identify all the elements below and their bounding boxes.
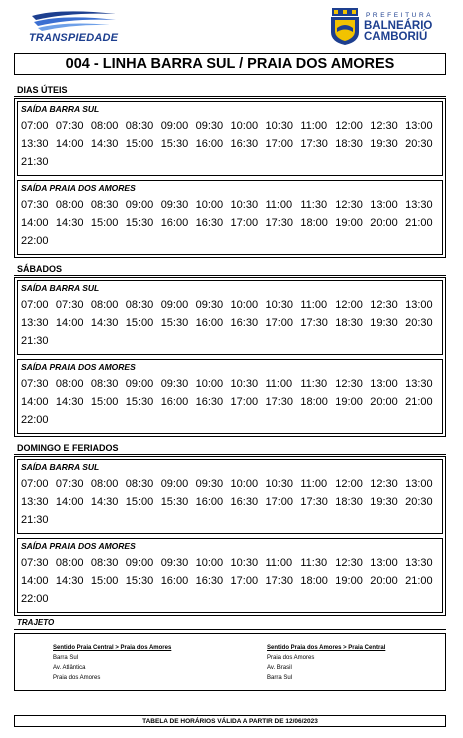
departure-time: 22:00	[21, 414, 49, 426]
departure-time: 16:30	[195, 396, 224, 408]
departure-time: 14:00	[21, 217, 49, 229]
departure-time: 13:30	[21, 138, 49, 150]
departure-time: 12:30	[335, 378, 363, 390]
departure-time: 21:30	[21, 335, 49, 347]
validity-footer: TABELA DE HORÁRIOS VÁLIDA A PARTIR DE 12/06/2023	[14, 715, 446, 727]
departure-time: 17:00	[230, 396, 259, 408]
departure-time: 08:00	[55, 557, 84, 569]
schedule-block-barra-sul	[17, 459, 443, 534]
times-grid	[21, 196, 440, 250]
departure-time: 19:00	[335, 396, 363, 408]
departure-time: 22:00	[21, 593, 49, 605]
departure-time: 21:30	[21, 156, 49, 168]
departure-time: 10:30	[265, 120, 293, 132]
departure-time: 10:00	[195, 557, 224, 569]
departure-time: 11:00	[265, 199, 293, 211]
prefeitura-logo	[328, 8, 448, 48]
departure-time: 20:00	[370, 217, 398, 229]
departure-time: 11:00	[265, 557, 293, 569]
route-heading: Sentido Praia dos Amores > Praia Central	[267, 645, 386, 651]
departure-time: 09:00	[160, 299, 189, 311]
departure-time: 15:00	[125, 317, 154, 329]
block-title: SAÍDA PRAIA DOS AMORES	[21, 183, 136, 193]
departure-time: 17:00	[265, 496, 293, 508]
departure-time: 07:00	[21, 120, 49, 132]
departure-time: 07:30	[55, 299, 84, 311]
departure-time: 17:30	[300, 496, 328, 508]
times-row	[21, 493, 440, 511]
departure-time: 15:00	[125, 496, 154, 508]
route-heading: Sentido Praia Central > Praia dos Amores	[53, 645, 172, 651]
departure-time: 16:30	[230, 138, 259, 150]
brand-left-text: TRANSPIEDADE	[29, 32, 119, 44]
section-label-dias-uteis: DIAS ÚTEIS	[17, 85, 68, 95]
departure-time: 12:00	[335, 120, 363, 132]
departure-time: 21:00	[405, 396, 433, 408]
departure-time: 21:30	[21, 514, 49, 526]
prefeitura-label: PREFEITURA	[366, 12, 434, 19]
departure-time: 18:00	[300, 396, 328, 408]
section-divider	[14, 629, 446, 630]
departure-time: 17:30	[265, 575, 293, 587]
city-name-line1: BALNEÁRIO	[364, 20, 433, 32]
departure-time: 16:00	[160, 575, 189, 587]
departure-time: 16:30	[230, 317, 259, 329]
departure-time: 11:00	[265, 378, 293, 390]
departure-time: 11:00	[300, 478, 328, 490]
departure-time: 16:00	[195, 317, 224, 329]
departure-time: 16:00	[195, 496, 224, 508]
departure-time: 17:30	[265, 396, 293, 408]
departure-time: 13:00	[405, 299, 433, 311]
departure-time: 12:00	[335, 299, 363, 311]
departure-time: 07:30	[21, 378, 49, 390]
departure-time: 12:30	[370, 299, 398, 311]
departure-time: 19:00	[335, 575, 363, 587]
times-grid	[21, 375, 440, 429]
departure-time: 07:30	[21, 199, 49, 211]
departure-time: 17:00	[230, 575, 259, 587]
departure-time: 20:30	[405, 138, 433, 150]
departure-time: 08:30	[125, 120, 154, 132]
crest-icon	[328, 8, 362, 46]
section-label-domingo-feriados: DOMINGO E FERIADOS	[17, 443, 119, 453]
trajeto-label: TRAJETO	[17, 618, 55, 627]
departure-time: 16:30	[195, 217, 224, 229]
route-stop: Barra Sul	[267, 675, 293, 681]
departure-time: 20:00	[370, 396, 398, 408]
departure-time: 14:00	[55, 138, 84, 150]
departure-time: 16:00	[160, 217, 189, 229]
times-row	[21, 214, 440, 232]
block-title: SAÍDA BARRA SUL	[21, 462, 100, 472]
route-stop: Praia dos Amores	[267, 655, 315, 661]
departure-time: 16:30	[230, 496, 259, 508]
departure-time: 13:00	[370, 378, 398, 390]
departure-time: 20:30	[405, 317, 433, 329]
departure-time: 07:30	[55, 478, 84, 490]
departure-time: 17:30	[300, 138, 328, 150]
departure-time: 15:30	[125, 396, 154, 408]
departure-time: 08:00	[55, 199, 84, 211]
departure-time: 12:30	[370, 478, 398, 490]
trajeto-box	[14, 633, 446, 691]
route-stop: Av. Brasil	[267, 665, 292, 671]
departure-time: 13:30	[405, 378, 433, 390]
departure-time: 14:30	[90, 317, 119, 329]
departure-time: 11:00	[300, 299, 328, 311]
departure-time: 13:30	[405, 557, 433, 569]
route-return	[267, 643, 385, 683]
departure-time: 15:30	[160, 138, 189, 150]
times-row	[21, 572, 440, 590]
departure-time: 08:00	[90, 299, 119, 311]
departure-time: 10:00	[195, 378, 224, 390]
block-title: SAÍDA BARRA SUL	[21, 283, 100, 293]
times-row	[21, 393, 440, 411]
departure-time: 14:00	[55, 317, 84, 329]
departure-time: 09:30	[195, 120, 224, 132]
departure-time: 13:30	[21, 496, 49, 508]
departure-time: 19:30	[370, 138, 398, 150]
departure-time: 11:00	[300, 120, 328, 132]
departure-time: 07:00	[21, 478, 49, 490]
times-row	[21, 196, 440, 214]
departure-time: 14:30	[55, 396, 84, 408]
departure-time: 10:00	[230, 299, 259, 311]
times-row	[21, 375, 440, 393]
schedule-block-praia-dos-amores	[17, 180, 443, 255]
departure-time: 09:30	[160, 199, 189, 211]
block-title: SAÍDA BARRA SUL	[21, 104, 100, 114]
departure-time: 14:30	[55, 575, 84, 587]
departure-time: 22:00	[21, 235, 49, 247]
departure-time: 13:30	[21, 317, 49, 329]
departure-time: 15:00	[90, 217, 119, 229]
departure-time: 11:30	[300, 557, 328, 569]
departure-time: 14:00	[21, 396, 49, 408]
departure-time: 09:00	[125, 557, 154, 569]
departure-time: 19:30	[370, 317, 398, 329]
times-grid	[21, 117, 440, 171]
departure-time: 14:30	[90, 138, 119, 150]
departure-time: 17:00	[230, 217, 259, 229]
departure-time: 15:00	[90, 575, 119, 587]
departure-time: 17:00	[265, 138, 293, 150]
times-row	[21, 554, 440, 572]
departure-time: 20:00	[370, 575, 398, 587]
times-grid	[21, 296, 440, 350]
times-row	[21, 232, 440, 250]
departure-time: 09:30	[160, 557, 189, 569]
departure-time: 17:30	[300, 317, 328, 329]
times-row	[21, 153, 440, 171]
departure-time: 15:30	[160, 317, 189, 329]
times-row	[21, 296, 440, 314]
departure-time: 10:30	[230, 557, 259, 569]
departure-time: 10:30	[230, 378, 259, 390]
schedule-block-praia-dos-amores	[17, 359, 443, 434]
times-grid	[21, 554, 440, 608]
departure-time: 08:30	[125, 478, 154, 490]
departure-time: 19:30	[370, 496, 398, 508]
departure-time: 15:30	[125, 575, 154, 587]
departure-time: 16:00	[195, 138, 224, 150]
times-grid	[21, 475, 440, 529]
departure-time: 08:00	[90, 478, 119, 490]
departure-time: 08:30	[90, 378, 119, 390]
block-title: SAÍDA PRAIA DOS AMORES	[21, 362, 136, 372]
departure-time: 19:00	[335, 217, 363, 229]
departure-time: 09:30	[195, 299, 224, 311]
departure-time: 16:00	[160, 396, 189, 408]
departure-time: 09:30	[195, 478, 224, 490]
route-stop: Praia dos Amores	[53, 675, 101, 681]
times-row	[21, 332, 440, 350]
times-row	[21, 590, 440, 608]
departure-time: 08:30	[90, 199, 119, 211]
departure-time: 09:30	[160, 378, 189, 390]
departure-time: 17:30	[265, 217, 293, 229]
departure-time: 18:30	[335, 496, 363, 508]
times-row	[21, 135, 440, 153]
schedule-group-dias-uteis	[14, 98, 446, 258]
route-outbound	[53, 643, 171, 683]
departure-time: 18:30	[335, 317, 363, 329]
route-stop: Av. Atlântica	[53, 665, 86, 671]
departure-time: 20:30	[405, 496, 433, 508]
times-row	[21, 475, 440, 493]
departure-time: 09:00	[125, 378, 154, 390]
page-title: 004 - LINHA BARRA SUL / PRAIA DOS AMORES	[14, 53, 446, 75]
route-stop: Barra Sul	[53, 655, 79, 661]
departure-time: 15:30	[125, 217, 154, 229]
departure-time: 10:00	[195, 199, 224, 211]
departure-time: 18:30	[335, 138, 363, 150]
departure-time: 08:00	[90, 120, 119, 132]
departure-time: 08:00	[55, 378, 84, 390]
departure-time: 14:30	[90, 496, 119, 508]
section-divider	[14, 454, 446, 455]
departure-time: 09:00	[125, 199, 154, 211]
departure-time: 12:30	[370, 120, 398, 132]
departure-time: 08:30	[90, 557, 119, 569]
departure-time: 10:30	[230, 199, 259, 211]
departure-time: 13:00	[405, 120, 433, 132]
departure-time: 14:00	[55, 496, 84, 508]
departure-time: 12:00	[335, 478, 363, 490]
departure-time: 07:00	[21, 299, 49, 311]
schedule-group-sabados	[14, 277, 446, 437]
section-label-sabados: SÁBADOS	[17, 264, 63, 274]
departure-time: 07:30	[21, 557, 49, 569]
departure-time: 13:30	[405, 199, 433, 211]
departure-time: 13:00	[405, 478, 433, 490]
departure-time: 12:30	[335, 199, 363, 211]
departure-time: 18:00	[300, 217, 328, 229]
page-header	[0, 0, 463, 50]
departure-time: 14:30	[55, 217, 84, 229]
departure-time: 12:30	[335, 557, 363, 569]
departure-time: 11:30	[300, 199, 328, 211]
departure-time: 10:00	[230, 120, 259, 132]
times-row	[21, 411, 440, 429]
departure-time: 10:00	[230, 478, 259, 490]
times-row	[21, 511, 440, 529]
departure-time: 21:00	[405, 575, 433, 587]
departure-time: 18:00	[300, 575, 328, 587]
schedule-block-barra-sul	[17, 101, 443, 176]
departure-time: 09:00	[160, 478, 189, 490]
section-divider	[14, 96, 446, 97]
departure-time: 13:00	[370, 199, 398, 211]
departure-time: 15:00	[125, 138, 154, 150]
departure-time: 13:00	[370, 557, 398, 569]
departure-time: 10:30	[265, 299, 293, 311]
schedule-block-praia-dos-amores	[17, 538, 443, 613]
departure-time: 15:00	[90, 396, 119, 408]
departure-time: 14:00	[21, 575, 49, 587]
departure-time: 11:30	[300, 378, 328, 390]
schedule-group-domingo-feriados	[14, 456, 446, 616]
departure-time: 10:30	[265, 478, 293, 490]
departure-time: 07:30	[55, 120, 84, 132]
departure-time: 08:30	[125, 299, 154, 311]
departure-time: 17:00	[265, 317, 293, 329]
section-divider	[14, 275, 446, 276]
transpiedade-logo	[26, 10, 121, 46]
departure-time: 21:00	[405, 217, 433, 229]
departure-time: 09:00	[160, 120, 189, 132]
departure-time: 15:30	[160, 496, 189, 508]
city-name-line2: CAMBORIÚ	[364, 31, 428, 43]
schedule-block-barra-sul	[17, 280, 443, 355]
times-row	[21, 314, 440, 332]
wave-logo-icon	[30, 10, 118, 32]
times-row	[21, 117, 440, 135]
block-title: SAÍDA PRAIA DOS AMORES	[21, 541, 136, 551]
departure-time: 16:30	[195, 575, 224, 587]
